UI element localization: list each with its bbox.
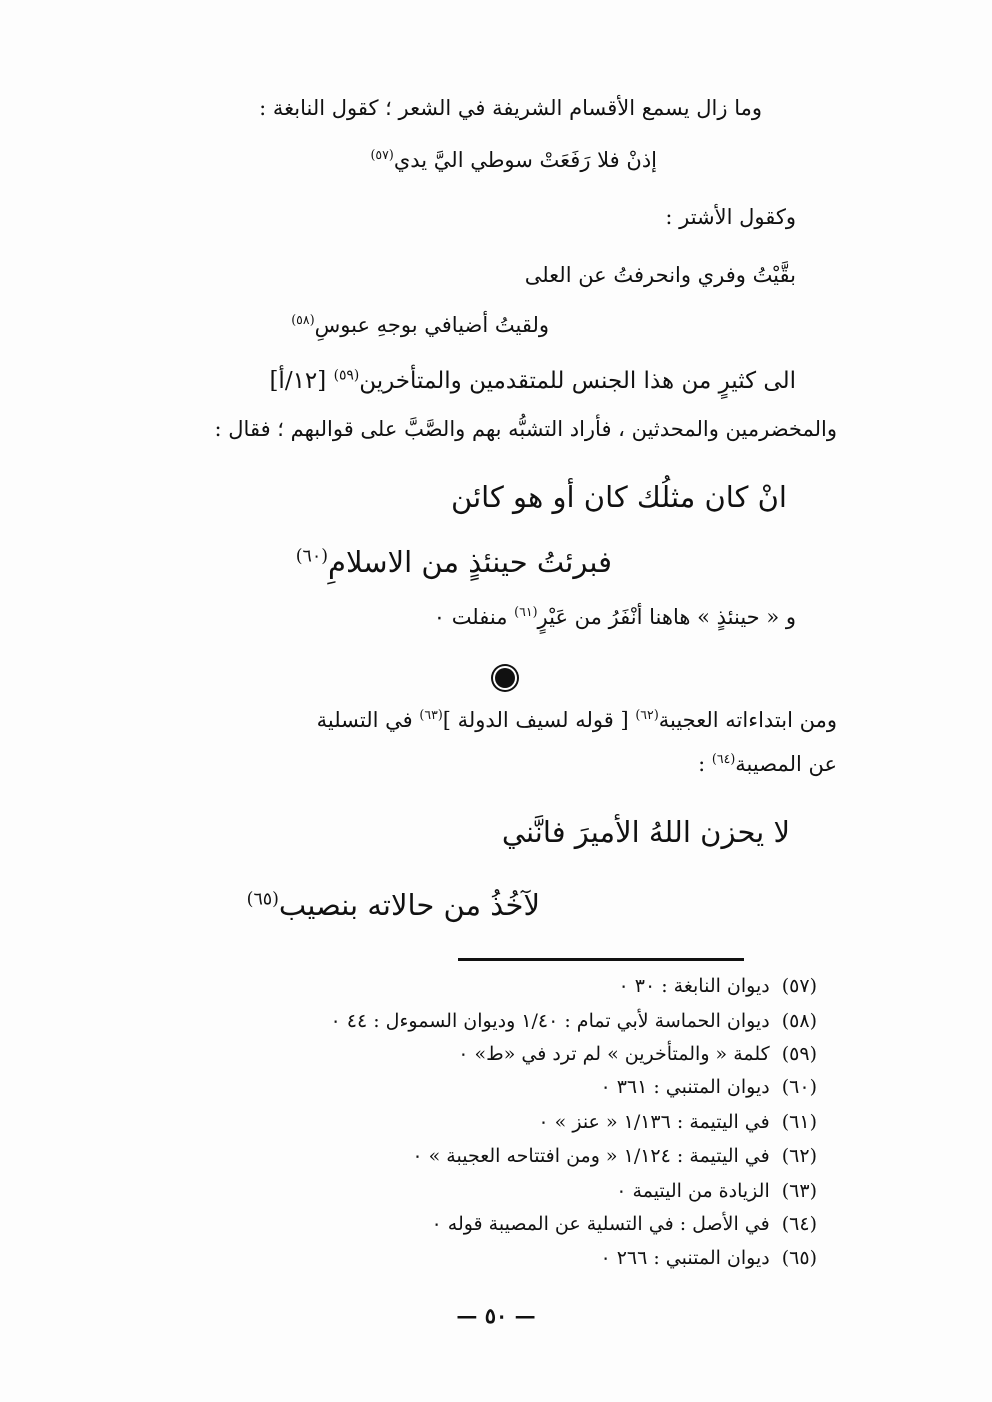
verse-text: لا يحزن اللهُ الأميرَ فانَّني [501,815,790,849]
verse-line [525,263,796,287]
footnote-number: (٦٥) [781,1247,817,1269]
prose-text: : [698,752,706,776]
verse-text: لآخُذُ من حالاته بنصيب [278,888,540,922]
verse-text: انْ كان مثلُك كان أو هو كائن [451,480,787,514]
footnote-text: ديوان المتنبي : ٢٦٦ ٠ [600,1247,770,1269]
footnote-item [600,1076,817,1098]
footnote-ref: (٦٠) [295,546,329,567]
footnote-ref: (٦٥) [246,889,279,910]
footnote-number: (٦٤) [781,1213,817,1235]
verse-text: ولقيتُ أضيافي بوجهِ عبوسِ [314,313,549,337]
footnote-number: (٦٠) [781,1076,817,1098]
prose-text: و « حينئذٍ » هاهنا أنْفَرُ من عَيْرٍ [537,605,796,629]
footnote-text: الزيادة من اليتيمة ٠ [616,1180,770,1202]
footnote-ref: (٥٨) [291,312,315,327]
ornament-separator [495,668,515,688]
footnote-ref: (٦١) [514,604,538,619]
prose-line [259,96,762,120]
verse-text: فبرئتُ حينئذٍ من الاسلامِ [328,545,612,579]
verse-line [451,480,787,514]
footnote-text: في اليتيمة : ١/١٢٤ « ومن افتتاحه العجيبة » ٠ [412,1145,770,1167]
footnote-text: ديوان المتنبي : ٣٦١ ٠ [600,1076,770,1098]
footnote-item [538,1111,817,1133]
footnote-number: (٦٢) [781,1145,817,1167]
prose-text: والمخضرمين والمحدثين ، فأراد التشبُّه بهم والصَّبَّ على قوالبهم ؛ فقال : [214,417,837,441]
footnote-text: ديوان النابغة : ٣٠ ٠ [618,975,770,997]
footnote-ref: (٦٣) [419,707,443,722]
footnote-ref: (٥٧) [370,147,394,162]
footnote-item [331,1010,817,1032]
verse-text: بقَّيْتُ وفري وانحرفتُ عن العلى [524,263,796,287]
footnote-separator [458,958,744,961]
prose-line [698,752,837,776]
footnote-ref: (٦٤) [711,751,736,766]
verse-line [247,888,540,922]
footnote-number: (٦٣) [781,1180,817,1202]
prose-text: عن المصيبة [735,752,837,776]
footnote-number: (٥٩) [781,1043,817,1065]
footnote-text: كلمة « والمتأخرين » لم ترد في «ط» ٠ [458,1043,770,1065]
prose-text: وما زال يسمع الأقسام الشريفة في الشعر ؛ كقول النابغة : [259,96,762,120]
prose-text: وكقول الأشتر : [665,205,796,229]
footnote-ref: (٥٩) [333,367,360,384]
verse-text: إذنْ فلا رَفَعَتْ سوطي اليَّ يدي [393,148,657,172]
verse-line [296,545,612,579]
prose-line [269,368,796,394]
footnote-item [432,1213,818,1235]
footnote-item [412,1145,817,1167]
footnote-item [458,1043,817,1065]
footnote-ref: (٦٢) [635,707,659,722]
footnote-text: في الأصل : في التسلية عن المصيبة قوله ٠ [431,1213,770,1235]
prose-line [215,417,837,441]
prose-line [665,205,796,229]
footnote-item [618,975,817,997]
prose-text: منفلت ٠ [433,605,508,629]
prose-line [317,708,837,732]
footnote-text: ديوان الحماسة لأبي تمام : ١/٤٠ وديوان السموءل : ٤٤ ٠ [330,1010,770,1032]
footnote-number: (٦١) [781,1111,817,1133]
prose-text: ومن ابتداءاته العجيبة [658,708,837,732]
footnote-number: (٥٧) [781,975,817,997]
footnote-text: في اليتيمة : ١/١٣٦ « عنز » ٠ [538,1111,770,1133]
editorial-insertion: [ قوله لسيف الدولة ] [442,708,629,732]
prose-text: الى كثيرٍ من هذا الجنس للمتقدمين والمتأخرين [359,368,796,394]
verse-line [502,815,790,849]
verse-line [291,313,549,337]
footnote-item [600,1247,817,1269]
folio-marker: [١٢/أ] [269,368,327,394]
prose-line [434,605,796,629]
footnote-number: (٥٨) [781,1010,817,1032]
verse-line [370,148,657,172]
prose-text: في التسلية [316,708,413,732]
footnote-item [616,1180,817,1202]
page-number: — ٥٠ — [456,1303,536,1328]
